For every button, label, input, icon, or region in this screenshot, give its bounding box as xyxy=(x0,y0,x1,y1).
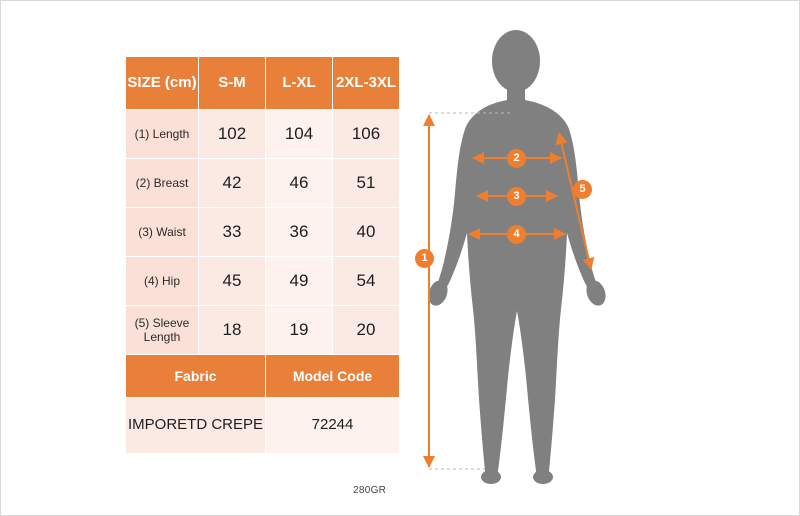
badge-hip: 4 xyxy=(507,225,526,244)
cell-waist-s-m: 33 xyxy=(199,208,266,257)
header-col-s-m: S-M xyxy=(199,57,266,110)
header-col-2xl-3xl: 2XL-3XL xyxy=(333,57,400,110)
cell-sleeve-l-xl: 19 xyxy=(266,306,333,355)
table-header-row xyxy=(126,57,400,110)
cell-hip-l-xl: 49 xyxy=(266,257,333,306)
badge-waist: 3 xyxy=(507,187,526,206)
badge-sleeve: 5 xyxy=(573,180,592,199)
footer-header-model-code: Model Code xyxy=(266,355,400,398)
header-size-label: SIZE (cm) xyxy=(126,57,199,110)
table-row xyxy=(126,159,400,208)
table-row xyxy=(126,208,400,257)
cell-sleeve-s-m: 18 xyxy=(199,306,266,355)
badge-breast: 2 xyxy=(507,149,526,168)
cell-length-l-xl: 104 xyxy=(266,110,333,159)
row-label-hip: (4) Hip xyxy=(126,257,199,306)
fabric-weight-caption: 280GR xyxy=(353,485,387,496)
cell-breast-s-m: 42 xyxy=(199,159,266,208)
size-table xyxy=(125,56,400,454)
header-col-l-xl: L-XL xyxy=(266,57,333,110)
footer-value-fabric: IMPORETD CREPE xyxy=(126,398,266,454)
footer-value-model-code: 72244 xyxy=(266,398,400,454)
table-row xyxy=(126,306,400,355)
badge-length: 1 xyxy=(415,249,434,268)
cell-waist-2xl-3xl: 40 xyxy=(333,208,400,257)
footer-header-fabric: Fabric xyxy=(126,355,266,398)
row-label-sleeve-length: (5) Sleeve Length xyxy=(126,306,199,355)
table-row xyxy=(126,257,400,306)
cell-length-2xl-3xl: 106 xyxy=(333,110,400,159)
cell-breast-l-xl: 46 xyxy=(266,159,333,208)
row-label-breast: (2) Breast xyxy=(126,159,199,208)
cell-sleeve-2xl-3xl: 20 xyxy=(333,306,400,355)
table-footer-value-row xyxy=(126,398,400,454)
cell-hip-s-m: 45 xyxy=(199,257,266,306)
row-label-length: (1) Length xyxy=(126,110,199,159)
silhouette-shape xyxy=(425,30,609,484)
cell-length-s-m: 102 xyxy=(199,110,266,159)
cell-breast-2xl-3xl: 51 xyxy=(333,159,400,208)
cell-waist-l-xl: 36 xyxy=(266,208,333,257)
measurement-figure xyxy=(411,21,781,491)
cell-hip-2xl-3xl: 54 xyxy=(333,257,400,306)
row-label-waist: (3) Waist xyxy=(126,208,199,257)
female-silhouette-diagram xyxy=(411,21,781,491)
table-row xyxy=(126,110,400,159)
table-footer-header-row xyxy=(126,355,400,398)
